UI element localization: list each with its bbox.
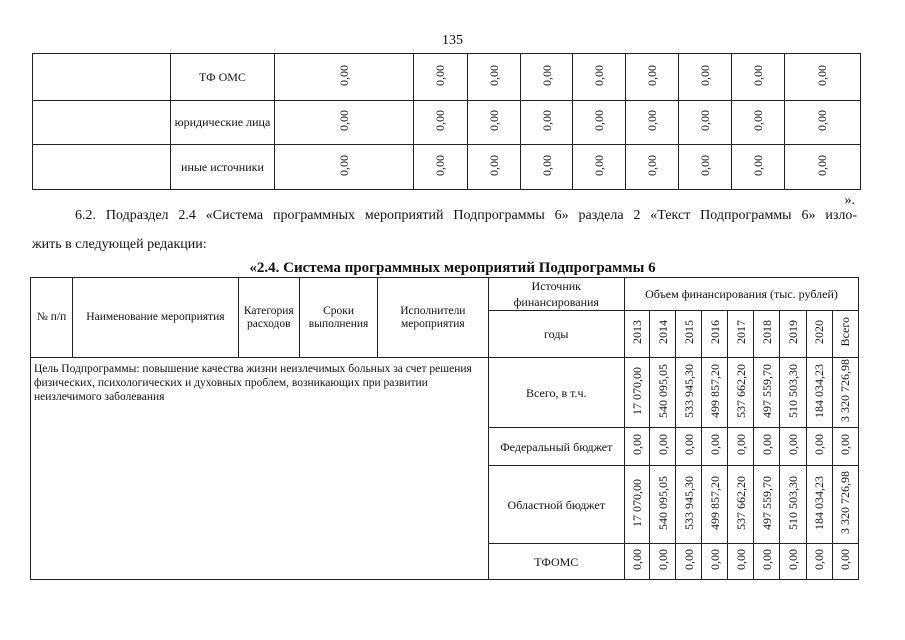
header-source: Источник финансирования	[488, 278, 624, 311]
program-measures-table	[30, 277, 859, 580]
value-cell: 0,00	[838, 434, 853, 455]
year-header: 2020	[812, 320, 827, 344]
value-cell: 0,00	[539, 64, 554, 86]
header-years-label: годы	[488, 311, 624, 358]
year-header: 2015	[681, 320, 696, 344]
value-cell: 0,00	[433, 110, 448, 131]
value-cell: 17 070,00	[630, 478, 645, 527]
row-label: ТФ ОМС	[171, 54, 275, 101]
header-category: Категория расходов	[238, 278, 299, 358]
value-cell: 0,00	[336, 110, 351, 131]
value-cell: 0,00	[645, 64, 660, 86]
table-row	[33, 145, 861, 190]
value-cell: 533 945,30	[681, 475, 696, 530]
value-cell: 533 945,30	[681, 363, 696, 418]
value-cell: 0,00	[539, 110, 554, 131]
value-cell: 0,00	[750, 154, 765, 176]
value-cell: 510 503,30	[786, 363, 801, 418]
header-executors: Исполнители мероприятия	[378, 278, 488, 358]
header-name: Наименование мероприятия	[73, 278, 239, 358]
value-cell: 184 034,23	[812, 363, 827, 418]
value-cell: 3 320 726,98	[838, 359, 853, 422]
value-cell: 0,00	[681, 434, 696, 455]
value-cell: 499 857,20	[707, 475, 722, 530]
value-cell: 0,00	[336, 64, 351, 86]
year-header: 2018	[759, 320, 774, 344]
value-cell: 17 070,00	[630, 366, 645, 415]
value-cell: 0,00	[786, 549, 801, 570]
value-cell: 540 095,05	[655, 363, 670, 418]
source-label: Всего, в т.ч.	[488, 358, 624, 428]
year-header: 2013	[630, 320, 645, 344]
year-header: Всего	[838, 317, 853, 347]
year-header: 2019	[786, 320, 801, 344]
paragraph-text-continued: жить в следующей редакции:	[32, 237, 207, 252]
value-cell: 0,00	[592, 154, 607, 176]
header-terms: Сроки выполнения	[299, 278, 377, 358]
header-row	[31, 278, 859, 311]
closing-quote: ».	[844, 193, 855, 208]
value-cell: 0,00	[750, 110, 765, 131]
value-cell: 184 034,23	[812, 475, 827, 530]
value-cell: 0,00	[486, 110, 501, 131]
table-row	[33, 101, 861, 145]
value-cell: 0,00	[815, 154, 830, 176]
table-row	[33, 54, 861, 101]
year-header: 2017	[733, 320, 748, 344]
paragraph-text: 6.2. Подраздел 2.4 «Система программных мероприятий Подпрограммы 6» раздела 2 «Текст Подпрограммы 6» изло-	[75, 208, 857, 223]
value-cell: 0,00	[698, 154, 713, 176]
value-cell: 0,00	[630, 549, 645, 570]
value-cell: 0,00	[759, 434, 774, 455]
value-cell: 0,00	[707, 549, 722, 570]
value-cell: 499 857,20	[707, 363, 722, 418]
value-cell: 0,00	[750, 64, 765, 86]
year-header: 2016	[707, 320, 722, 344]
value-cell: 0,00	[630, 434, 645, 455]
value-cell: 0,00	[815, 110, 830, 131]
value-cell: 0,00	[336, 154, 351, 176]
value-cell: 0,00	[592, 110, 607, 131]
source-label: ТФОМС	[488, 544, 624, 580]
value-cell: 0,00	[815, 64, 830, 86]
value-cell: 0,00	[645, 154, 660, 176]
value-cell: 537 662,20	[733, 363, 748, 418]
value-cell: 0,00	[433, 64, 448, 86]
value-cell: 0,00	[698, 64, 713, 86]
value-cell: 0,00	[733, 549, 748, 570]
row-label: иные источники	[171, 145, 275, 190]
value-cell: 0,00	[486, 154, 501, 176]
value-cell: 510 503,30	[786, 475, 801, 530]
value-cell: 0,00	[838, 549, 853, 570]
top-financing-table	[32, 53, 861, 190]
year-header: 2014	[655, 320, 670, 344]
value-cell: 497 559,70	[759, 475, 774, 530]
value-cell: 0,00	[698, 110, 713, 131]
value-cell: 0,00	[759, 549, 774, 570]
value-cell: 0,00	[707, 434, 722, 455]
empty-cell	[33, 54, 171, 101]
value-cell: 0,00	[539, 154, 554, 176]
header-volume: Объем финансирования (тыс. рублей)	[625, 278, 859, 311]
empty-cell	[33, 145, 171, 190]
value-cell: 0,00	[786, 434, 801, 455]
source-label: Федеральный бюджет	[488, 428, 624, 466]
value-cell: 0,00	[433, 154, 448, 176]
value-cell: 0,00	[592, 64, 607, 86]
value-cell: 0,00	[812, 434, 827, 455]
value-cell: 3 320 726,98	[838, 471, 853, 534]
value-cell: 540 095,05	[655, 475, 670, 530]
value-cell: 0,00	[655, 549, 670, 570]
source-label: Областной бюджет	[488, 466, 624, 544]
section-title: «2.4. Система программных мероприятий Подпрограммы 6	[249, 260, 656, 276]
value-cell: 0,00	[812, 549, 827, 570]
empty-cell	[33, 101, 171, 145]
value-cell: 0,00	[733, 434, 748, 455]
program-goal-text: Цель Подпрограммы: повышение качества жизни неизлечимых больных за счет решения физических, психологических и духовных проблем, возникающих при развитии неизлечимого заболевания	[31, 358, 489, 580]
value-cell: 0,00	[486, 64, 501, 86]
value-cell: 497 559,70	[759, 363, 774, 418]
table-row	[31, 358, 859, 428]
row-label: юридические лица	[171, 101, 275, 145]
value-cell: 0,00	[645, 110, 660, 131]
value-cell: 0,00	[655, 434, 670, 455]
page-number: 135	[442, 33, 463, 48]
value-cell: 537 662,20	[733, 475, 748, 530]
header-num: № п/п	[31, 278, 73, 358]
value-cell: 0,00	[681, 549, 696, 570]
